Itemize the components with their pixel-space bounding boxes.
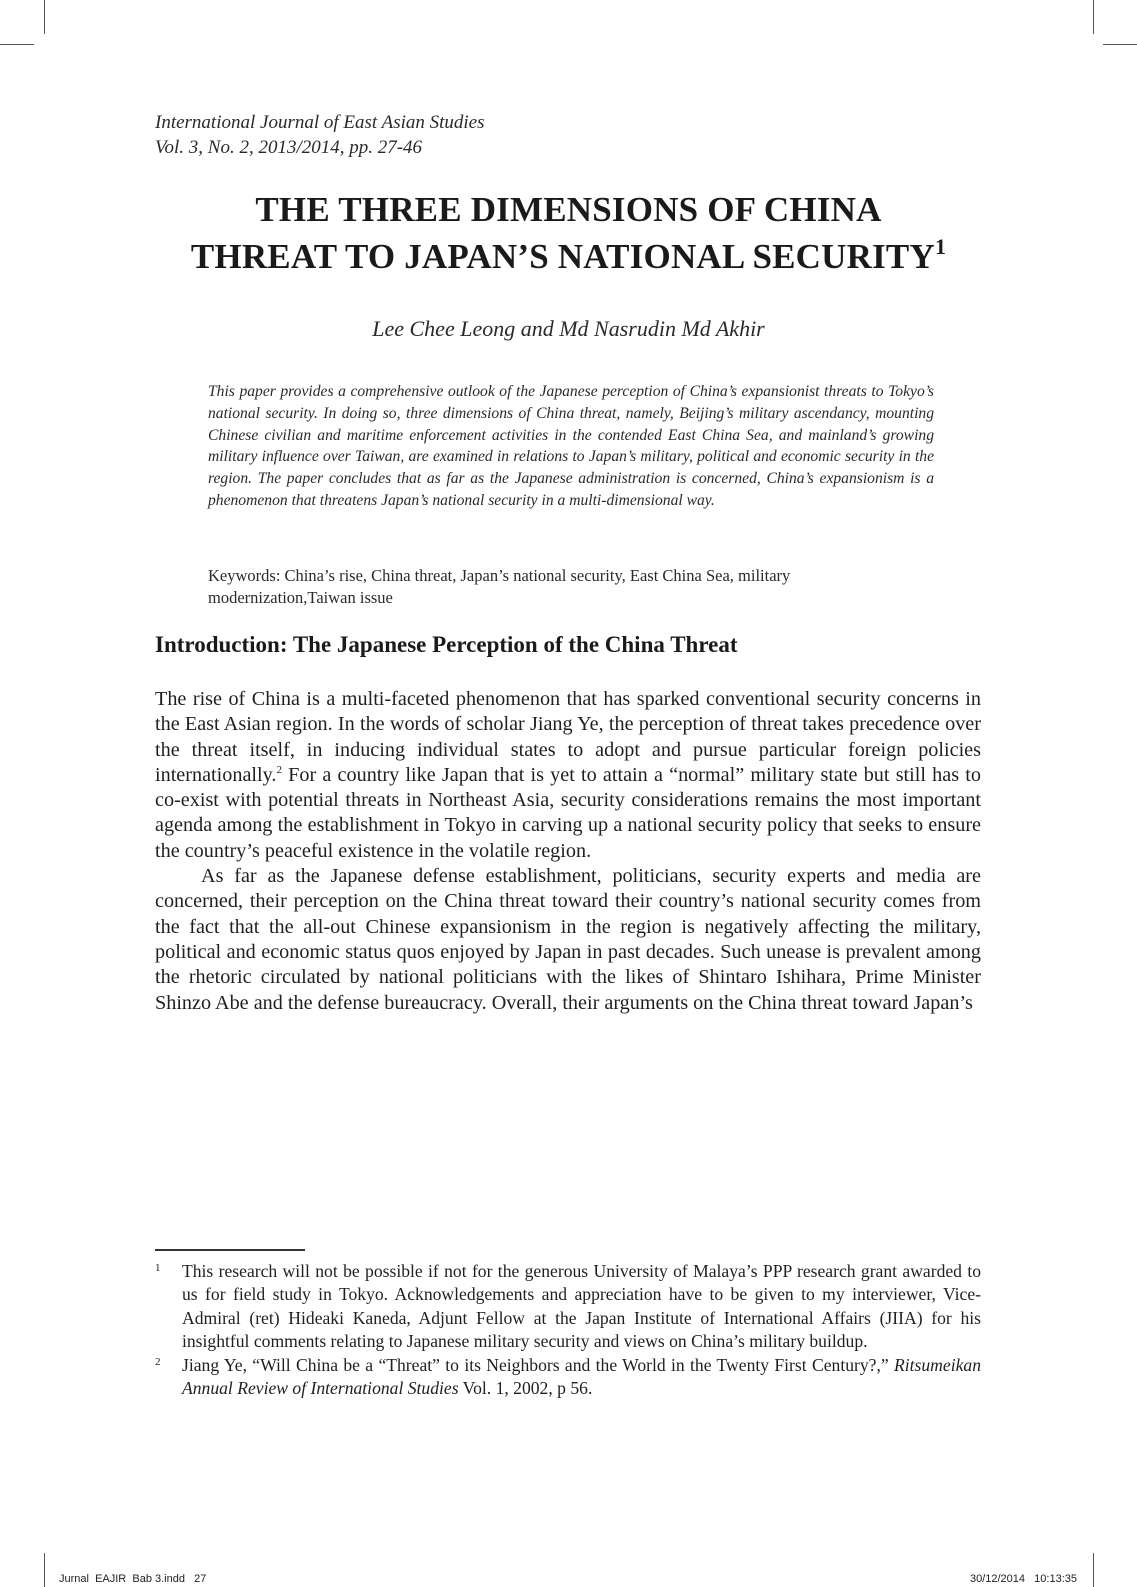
- footnote-divider: [155, 1249, 305, 1251]
- keywords: [208, 565, 934, 609]
- abstract: This paper provides a comprehensive outlook of the Japanese perception of China’s expansionist threats to Tokyo’s national security. In doing so, three dimensions of China threat, namely, Beijing’s military ascendancy, mounting Chinese civilian and maritime enforcement activities in the contended East China Sea, and mainland’s growing military influence over Taiwan, are examined in relations to Japan’s military, political and economic security in the region. The paper concludes that as far as the Japanese administration is concerned, China’s expansionism is a phenomenon that threatens Japan’s national security in a multi-dimensional way.: [208, 383, 934, 509]
- title-line-1: THE THREE DIMENSIONS OF CHINA: [255, 190, 882, 229]
- volume-info: Vol. 3, No. 2, 2013/2014, pp. 27-46: [155, 137, 423, 158]
- slug-timestamp: 30/12/2014 10:13:35: [969, 1573, 1077, 1585]
- authors: Lee Chee Leong and Md Nasrudin Md Akhir: [372, 316, 765, 341]
- footnote-2-journal-title: Ritsumeikan Annual Review of International Studies: [182, 1354, 981, 1399]
- paragraph-2: As far as the Japanese defense establishment, politicians, security experts and media are concerned, their perception on the China threat toward their country’s national security comes from the fact that the all-out Chinese expansionism in the region is negatively affecting the military, political and economic status quos enjoyed by Japan in past decades. Such unease is prevalent among the rhetoric circulated by national politicians with the likes of Shintaro Ishihara, Prime Minister Shinzo Abe and the defense bureaucracy. Overall, their arguments on the China threat toward Japan’s: [155, 865, 981, 1014]
- crop-mark-top-left-vertical: [44, 0, 45, 34]
- journal-header: [155, 110, 485, 160]
- crop-mark-top-left-horizontal: [0, 44, 34, 45]
- footnote-2: [155, 1354, 981, 1401]
- paper-title: [140, 186, 997, 280]
- section-heading: Introduction: The Japanese Perception of the China Threat: [155, 632, 738, 657]
- slug-file-info: Jurnal EAJIR Bab 3.indd 27: [59, 1573, 207, 1585]
- paragraph-1-part-2: For a country like Japan that is yet to attain a “normal” military state but still has to co-exist with potential threats in Northeast Asia, security considerations remains the most important agenda among the establishment in Tokyo in carving up a national security policy that seeks to ensure the country’s peaceful existence in the volatile region.: [155, 763, 981, 862]
- footnote-1-text: This research will not be possible if not for the generous University of Malaya’s PPP research grant awarded to us for field study in Tokyo. Acknowledgements and appreciation have to be given to my interviewer, Vice-Admiral (ret) Hideaki Kaneda, Adjunt Fellow at the Japan Institute of International Affairs (JIIA) for his insightful comments relating to Japanese military security and views on China’s military buildup.: [182, 1261, 981, 1352]
- footnote-1-number: 1: [155, 1262, 161, 1274]
- crop-mark-bottom-right-vertical: [1093, 1553, 1094, 1587]
- paragraph-1-part-1: The rise of China is a multi-faceted phenomenon that has sparked conventional security concerns in the East Asian region. In the words of scholar Jiang Ye, the perception of threat takes precedence over the threat itself, in inducing individual states to adopt and pursue particular foreign policies internationally.: [155, 688, 981, 786]
- crop-mark-bottom-left-vertical: [44, 1553, 45, 1587]
- footnote-2-text-after: Vol. 1, 2002, p 56.: [458, 1378, 593, 1399]
- journal-name: International Journal of East Asian Studies: [155, 112, 485, 133]
- keywords-text: China’s rise, China threat, Japan’s national security, East China Sea, military modernization,Taiwan issue: [208, 566, 791, 607]
- crop-mark-top-right-vertical: [1093, 0, 1094, 34]
- footnote-1: [155, 1260, 981, 1354]
- footnote-2-text-before: Jiang Ye, “Will China be a “Threat” to its Neighbors and the World in the Twenty First Century?,”: [182, 1354, 895, 1375]
- title-line-2: [140, 233, 997, 280]
- title-footnote-ref[interactable]: 1: [934, 234, 947, 259]
- keywords-label: Keywords:: [208, 566, 281, 585]
- paragraph-1: [155, 687, 981, 864]
- footnote-ref-2[interactable]: 2: [276, 763, 282, 776]
- crop-mark-top-right-horizontal: [1103, 44, 1137, 45]
- body-text: [155, 687, 981, 1016]
- footnote-2-number: 2: [155, 1355, 161, 1368]
- title-line-2-text: THREAT TO JAPAN’S NATIONAL SECURITY: [190, 237, 935, 276]
- footnotes: [155, 1260, 981, 1400]
